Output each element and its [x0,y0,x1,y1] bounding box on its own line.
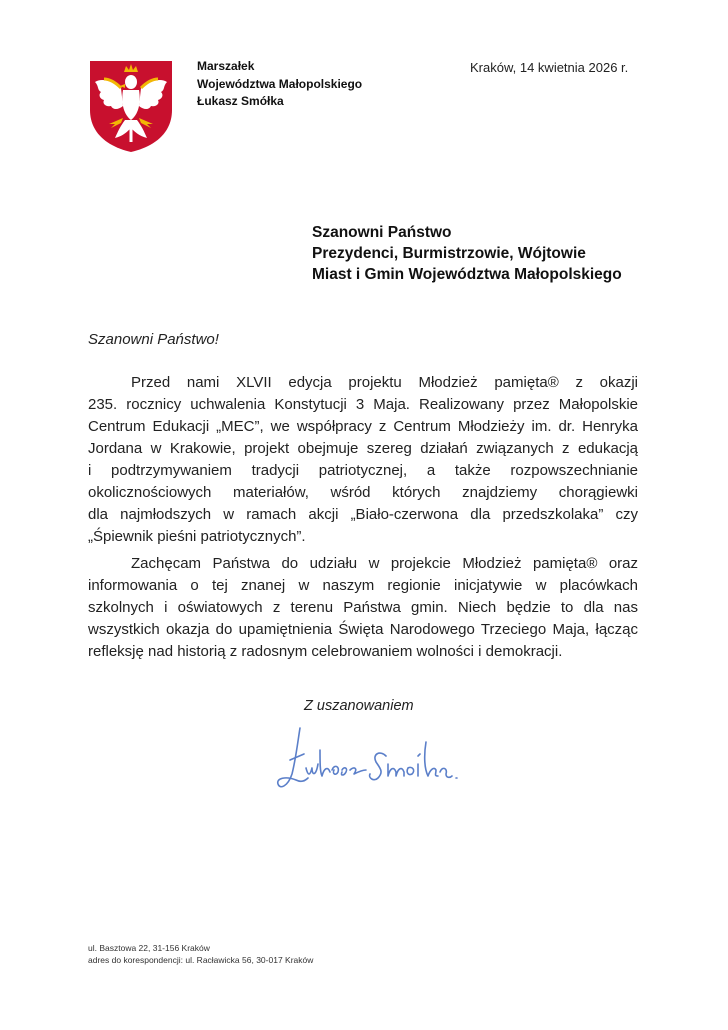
paragraph-line: Centrum Edukacji „MEC”, we współpracy z Centrum Młodzieży im. dr. Henryka [88,418,638,435]
footer-address [88,942,313,966]
closing-phrase: Z uszanowaniem [304,698,414,714]
body-paragraph-2 [88,553,638,663]
sender-office: Województwa Małopolskiego [197,76,363,91]
paragraph-line: „Śpiewnik pieśni patriotycznych”. [88,528,306,545]
handwritten-signature-icon [270,720,470,800]
salutation: Szanowni Państwo! [88,331,219,348]
body-paragraph-1 [88,372,638,548]
paragraph-line: Zachęcam Państwa do udziału w projekcie Młodzież pamięta® oraz [131,555,638,572]
paragraph-line: i podtrzymywaniem tradycji patriotycznej, a także rozpowszechnianie [88,462,638,479]
footer-address-line: ul. Basztowa 22, 31-156 Kraków [88,943,210,953]
recipient-line: Szanowni Państwo [312,224,452,241]
paragraph-line: Jordana w Krakowie, projekt obejmuje szereg działań związanych z edukacją [88,440,638,457]
paragraph-line: okolicznościowych materiałów, wśród których znajdziemy chorągiewki [88,484,638,501]
recipient-line: Miast i Gmin Województwa Małopolskiego [312,266,622,283]
paragraph-line: 235. rocznicy uchwalenia Konstytucji 3 Maja. Realizowany przez Małopolskie [88,396,638,413]
recipient-block [312,222,622,285]
letter-date: Kraków, 14 kwietnia 2026 r. [470,60,629,75]
footer-correspondence-line: adres do korespondencji: ul. Racławicka 56, 30-017 Kraków [88,955,314,965]
paragraph-line: informowania o tej znanej w naszym regionie inicjatywie w placówkach [88,577,638,594]
paragraph-line: wszystkich okazja do upamiętnienia Święta Narodowego Trzeciego Maja, łącząc [88,621,638,638]
sender-title: Marszałek [197,59,255,73]
coat-of-arms-icon [87,58,175,154]
recipient-line: Prezydenci, Burmistrzowie, Wójtowie [312,245,586,262]
paragraph-line: dla najmłodszych w ramach akcji „Biało-czerwona dla przedszkolaka” czy [88,506,638,523]
sender-block [197,58,362,111]
paragraph-line: Przed nami XLVII edycja projektu Młodzież pamięta® z okazji [131,374,638,391]
paragraph-line: refleksję nad historią z radosnym celebrowaniem wolności i demokracji. [88,643,563,660]
paragraph-line: szkolnych i oświatowych z terenu Państwa gmin. Niech będzie to dla nas [88,599,638,616]
sender-name: Łukasz Smółka [197,94,284,108]
